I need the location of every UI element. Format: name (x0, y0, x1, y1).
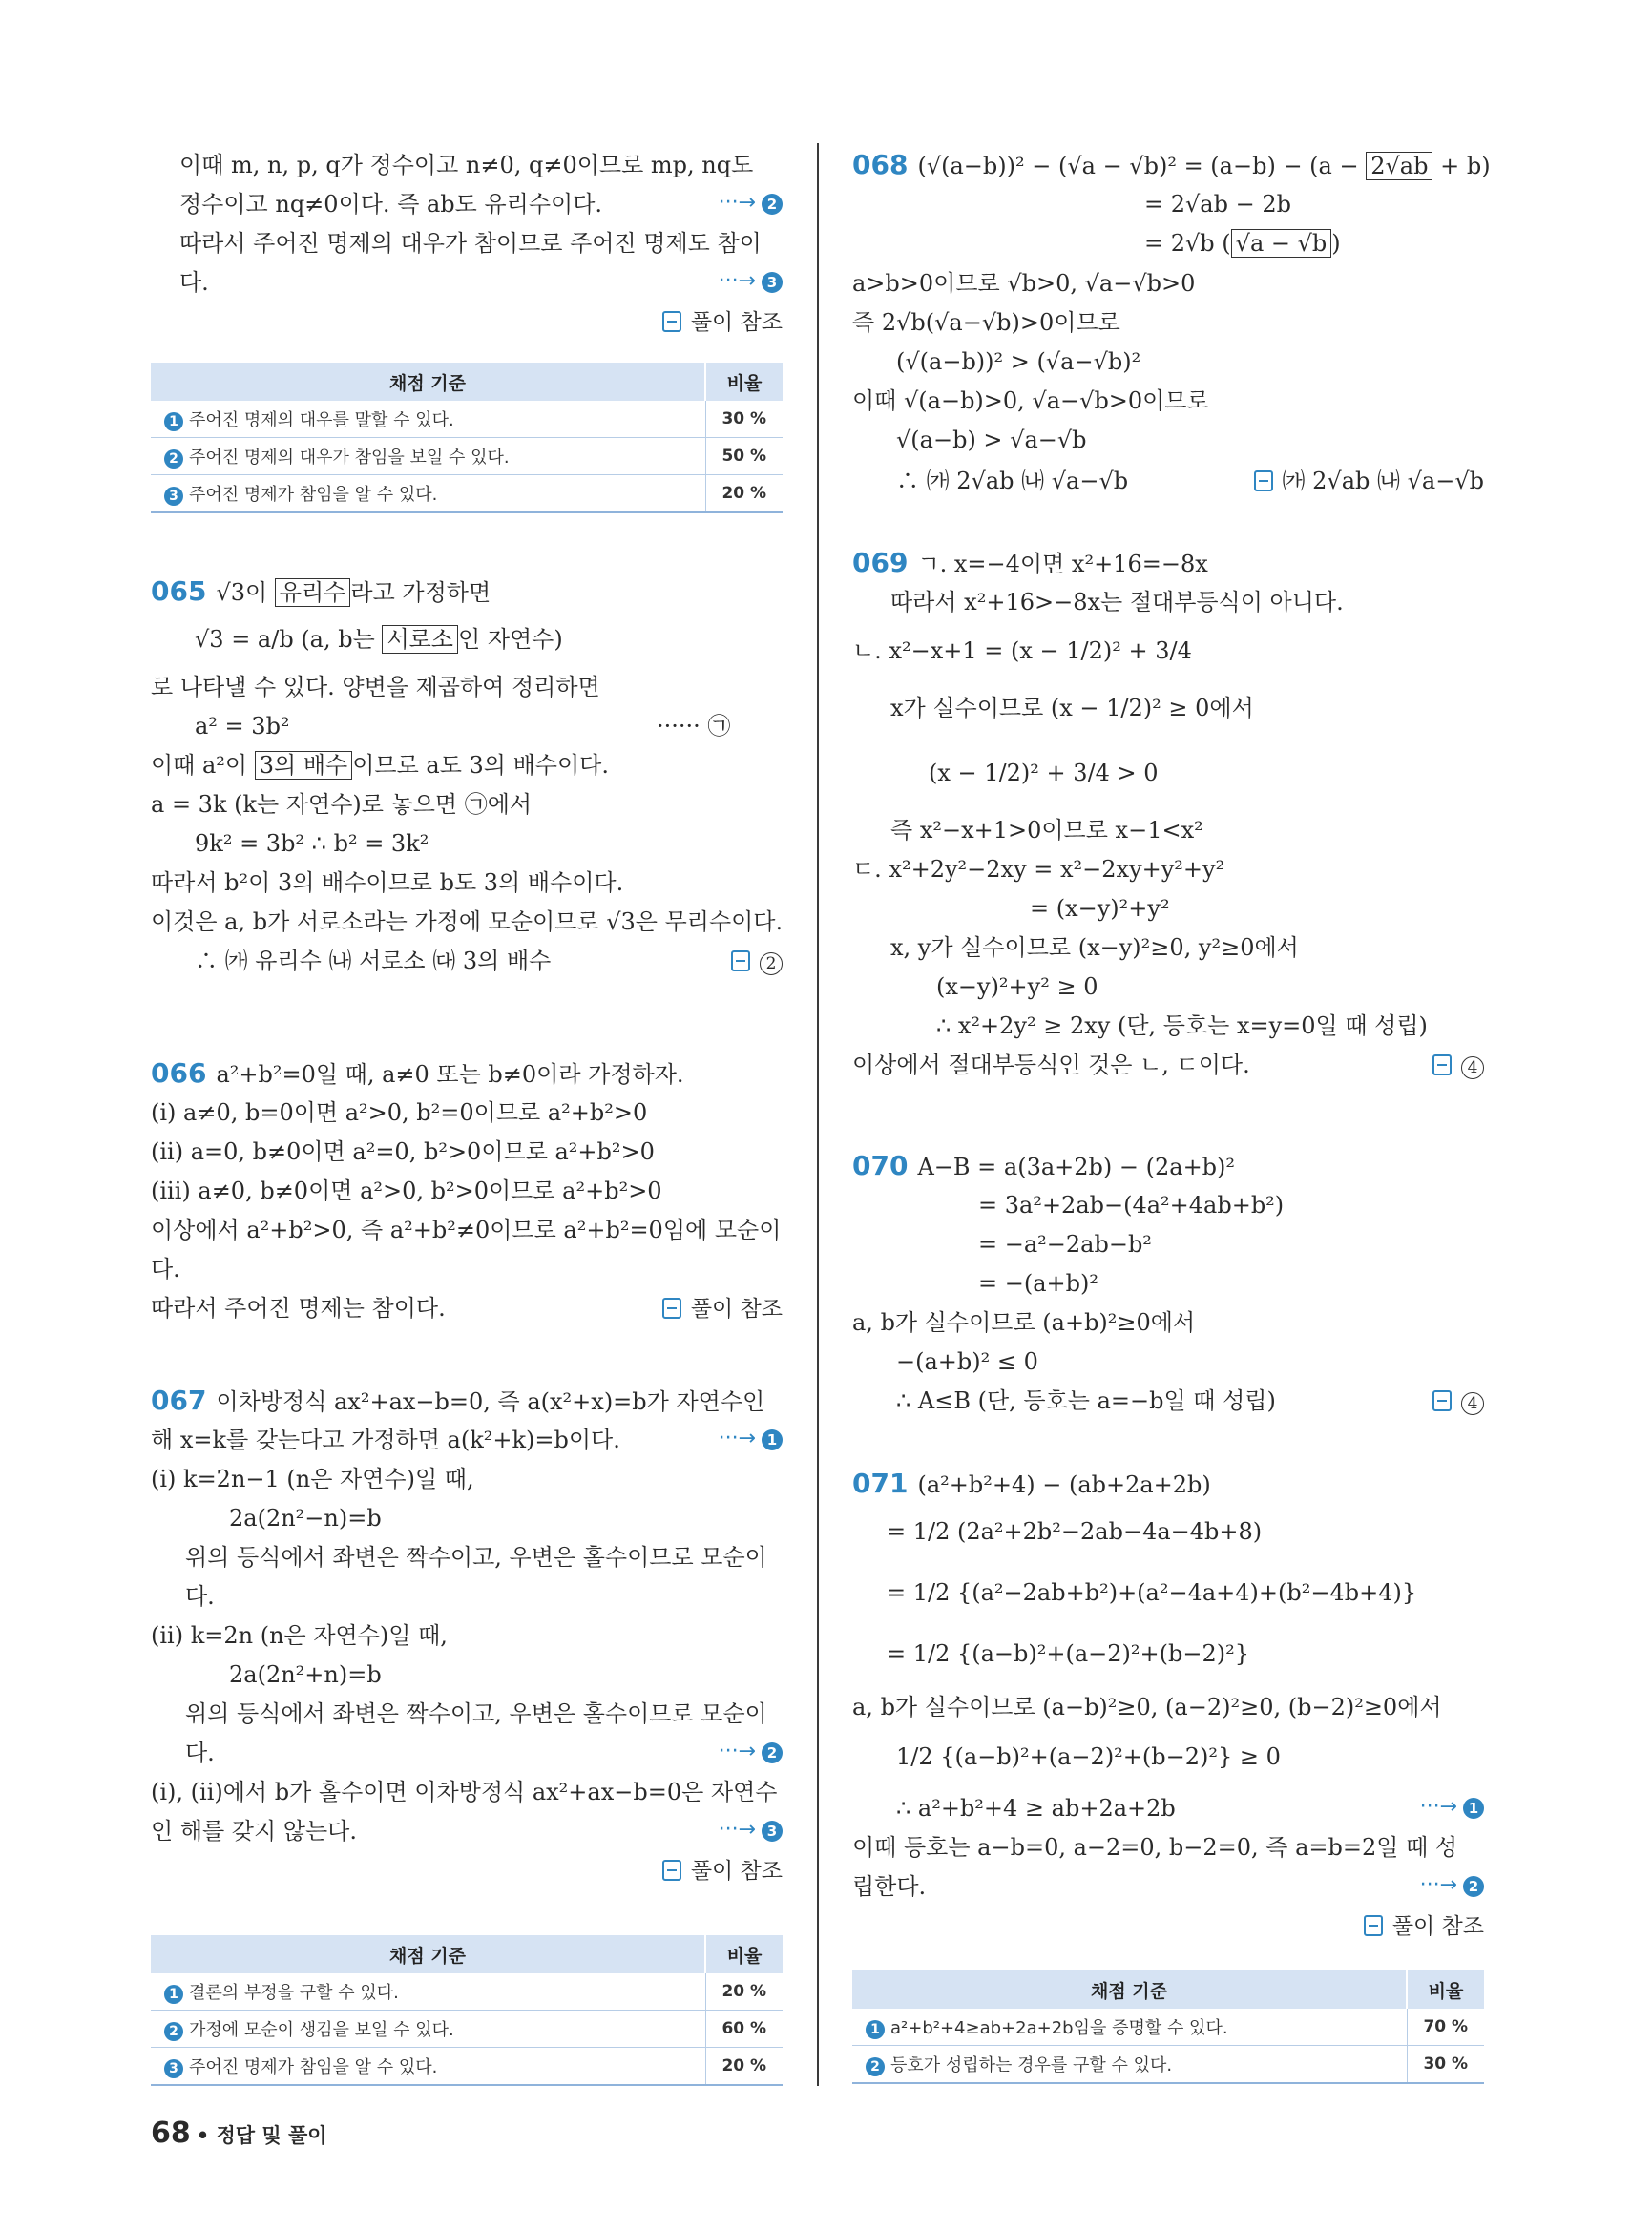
text-line: = 1/2 {(a−b)²+(a−2)²+(b−2)²} (887, 1640, 1250, 1667)
text-line: = 3a²+2ab−(4a²+4ab+b²) (978, 1192, 1285, 1219)
text-line: a>b>0이므로 √b>0, √a−√b>0 (852, 270, 1196, 297)
text-line: a, b가 실수이므로 (a−b)²≥0, (a−2)²≥0, (b−2)²≥0에서 (852, 1694, 1442, 1720)
table-row: 2 가정에 모순이 생김을 보일 수 있다. 60 % (151, 2011, 783, 2048)
text-line: 이때 √(a−b)>0, √a−√b>0이므로 (852, 387, 1209, 414)
text-line: x, y가 실수이므로 (x−y)²≥0, y²≥0에서 (890, 934, 1299, 961)
table-row: 2 주어진 명제의 대우가 참임을 보일 수 있다. 50 % (151, 438, 783, 475)
step-circle-icon: 1 (164, 412, 183, 431)
text-line: = 1/2 (2a²+2b²−2ab−4a−4b+8) (887, 1518, 1263, 1545)
step-circle-icon: 2 (1463, 1876, 1484, 1897)
text-line: 즉 2√b(√a−√b)>0이므로 (852, 309, 1120, 336)
text-line: 다. (179, 269, 209, 296)
table-header: 비율 (1407, 1970, 1484, 2009)
step-circle-icon: 1 (1463, 1798, 1484, 1819)
blank-box: 서로소 (382, 625, 458, 654)
problem-number: 071 (852, 1468, 909, 1499)
step-circle-icon: 2 (164, 449, 183, 469)
text-line: 이상에서 a²+b²>0, 즉 a²+b²≠0이므로 a²+b²=0임에 모순이 (151, 1217, 782, 1243)
text-line: 1/2 {(a−b)²+(a−2)²+(b−2)²} ≥ 0 (896, 1743, 1281, 1770)
problem-number: 069 (852, 547, 909, 578)
answer-mark-icon (731, 950, 750, 971)
blank-box: √a − √b (1231, 229, 1332, 258)
text-line: ∴ ㈎ 유리수 ㈏ 서로소 ㈐ 3의 배수 (195, 948, 552, 974)
text-line: (ii) a=0, b≠0이면 a²=0, b²>0이므로 a²+b²>0 (151, 1138, 655, 1165)
text-line: = −a²−2ab−b² (978, 1231, 1152, 1258)
text-line: a = 3k (k는 자연수)로 놓으면 ㉠에서 (151, 791, 533, 818)
text-line: 2a(2n²+n)=b (229, 1661, 382, 1688)
step-circle-icon: 1 (164, 1985, 183, 2004)
text-line: (i), (ii)에서 b가 홀수이면 이차방정식 ax²+ax−b=0은 자연수 (151, 1779, 778, 1805)
table-row: 3 주어진 명제가 참임을 알 수 있다. 20 % (151, 2048, 783, 2086)
problem-number: 066 (151, 1057, 207, 1089)
text-line: 정수이고 nq≠0이다. 즉 ab도 유리수이다. (179, 191, 603, 218)
text-line: (i) k=2n−1 (n은 자연수)일 때, (151, 1466, 474, 1492)
text-line: (iii) a≠0, b≠0이면 a²>0, b²>0이므로 a²+b²>0 (151, 1178, 662, 1204)
answer-mark-icon (1432, 1054, 1452, 1075)
text-line: (x−y)²+y² ≥ 0 (936, 973, 1098, 1000)
table-header: 채점 기준 (151, 1935, 705, 1973)
step-ref: ···→ 2 (719, 191, 783, 215)
grading-table (151, 363, 783, 513)
text-line: ㄴ. x²−x+1 = (x − 1/2)² + 3/4 (852, 637, 1192, 664)
text-line: a² = 3b² (195, 713, 290, 740)
blank-box: 3의 배수 (255, 751, 352, 780)
text-line: 위의 등식에서 좌변은 짝수이고, 우변은 홀수이므로 모순이 (185, 1700, 767, 1727)
step-ref: ···→ 2 (719, 1740, 783, 1763)
text-line: ∴ ㈎ 2√ab ㈏ √a−√b (896, 468, 1129, 494)
answer-mark: 4 (1432, 1387, 1484, 1415)
text-line: x가 실수이므로 (x − 1/2)² ≥ 0에서 (890, 695, 1254, 721)
text-line: (i) a≠0, b=0이면 a²>0, b²=0이므로 a²+b²>0 (151, 1099, 648, 1126)
step-circle-icon: 2 (164, 2022, 183, 2041)
text-line: 즉 x²−x+1>0이므로 x−1<x² (890, 817, 1203, 844)
text-line: 이것은 a, b가 서로소라는 가정에 모순이므로 √3은 무리수이다. (151, 908, 784, 935)
text-line: ∴ a²+b²+4 ≥ ab+2a+2b (896, 1795, 1176, 1822)
table-header: 비율 (705, 363, 783, 401)
table-row: 1 주어진 명제의 대우를 말할 수 있다. 30 % (151, 401, 783, 438)
answer-mark-icon (1432, 1390, 1452, 1411)
step-circle-icon: 1 (762, 1429, 783, 1450)
table-header: 채점 기준 (852, 1970, 1407, 2009)
problem-number: 070 (852, 1150, 909, 1181)
answer-mark-icon (662, 1298, 681, 1319)
problem-number: 067 (151, 1385, 207, 1416)
text-line: 따라서 주어진 명제의 대우가 참이므로 주어진 명제도 참이 (179, 230, 762, 257)
answer-mark-icon (662, 1860, 681, 1881)
table-header: 비율 (705, 1935, 783, 1973)
text-line: 인 해를 갖지 않는다. (151, 1818, 357, 1845)
blank-box: 2√ab (1366, 152, 1432, 180)
text-line: 해 x=k를 갖는다고 가정하면 a(k²+k)=b이다. (151, 1427, 620, 1453)
text-line: (ii) k=2n (n은 자연수)일 때, (151, 1622, 448, 1649)
text-line: 9k² = 3b² ∴ b² = 3k² (195, 830, 429, 857)
step-circle-icon: 3 (164, 2059, 183, 2078)
text-line: = 2√ab − 2b (1144, 191, 1291, 218)
step-circle-icon: 2 (762, 1742, 783, 1763)
answer-mark: ㈎ 2√ab ㈏ √a−√b (1254, 467, 1485, 495)
answer-mark: 풀이 참조 (662, 307, 783, 337)
text-line: 2a(2n²−n)=b (229, 1505, 382, 1532)
text-line: 다. (151, 1256, 180, 1282)
step-circle-icon: 1 (866, 2020, 885, 2039)
answer-mark: 풀이 참조 (662, 1856, 783, 1886)
table-header: 채점 기준 (151, 363, 705, 401)
problem-number: 068 (852, 149, 909, 180)
text-line: √(a−b) > √a−√b (896, 427, 1087, 453)
text-line: = −(a+b)² (978, 1270, 1098, 1297)
text-line: 위의 등식에서 좌변은 짝수이고, 우변은 홀수이므로 모순이 (185, 1544, 767, 1571)
text-line: = 1/2 {(a²−2ab+b²)+(a²−4a+4)+(b²−4b+4)} (887, 1579, 1417, 1606)
answer-mark-icon (1254, 470, 1273, 491)
table-row: 2 등호가 성립하는 경우를 구할 수 있다. 30 % (852, 2046, 1484, 2084)
answer-mark: 풀이 참조 (1364, 1911, 1484, 1941)
blank-box: 유리수 (275, 578, 351, 607)
text-line: 이때 등호는 a−b=0, a−2=0, b−2=0, 즉 a=b=2일 때 성 (852, 1834, 1458, 1861)
text-line: 다. (185, 1740, 215, 1766)
step-circle-icon: 2 (866, 2057, 885, 2076)
footer-label: • 정답 및 풀이 (196, 2124, 327, 2147)
equation-tag: ······ ㉠ (657, 713, 731, 740)
page-number: 68 (151, 2116, 191, 2150)
step-ref: ···→ 1 (719, 1427, 783, 1450)
step-ref: ···→ 3 (719, 269, 783, 293)
text-line: 립한다. (852, 1873, 927, 1900)
answer-mark: 풀이 참조 (662, 1294, 783, 1324)
text-line: ∴ A≤B (단, 등호는 a=−b일 때 성립) (896, 1387, 1276, 1414)
column-divider (817, 143, 819, 2086)
answer-mark-icon (1364, 1915, 1383, 1936)
problem-number: 065 (151, 575, 207, 607)
text-line: (x − 1/2)² + 3/4 > 0 (929, 760, 1159, 786)
text-line: ∴ x²+2y² ≥ 2xy (단, 등호는 x=y=0일 때 성립) (936, 1012, 1428, 1039)
text-line: 다. (185, 1583, 215, 1610)
page-footer (151, 2116, 327, 2150)
step-ref: ···→ 3 (719, 1818, 783, 1842)
text-line: 따라서 x²+16>−8x는 절대부등식이 아니다. (890, 589, 1344, 615)
step-circle-icon: 3 (762, 1821, 783, 1842)
answer-mark: 4 (1432, 1051, 1484, 1079)
answer-mark-icon (662, 311, 681, 332)
text-line: (√(a−b))² > (√a−√b)² (896, 348, 1141, 375)
table-row: 1 결론의 부정을 구할 수 있다. 20 % (151, 1973, 783, 2011)
grading-table (852, 1970, 1484, 2084)
text-line: 따라서 b²이 3의 배수이므로 b도 3의 배수이다. (151, 869, 624, 896)
answer-mark: 2 (731, 947, 783, 975)
text-line: 로 나타낼 수 있다. 양변을 제곱하여 정리하면 (151, 674, 600, 700)
table-row: 3 주어진 명제가 참임을 알 수 있다. 20 % (151, 475, 783, 513)
text-line: = (x−y)²+y² (1030, 895, 1170, 922)
step-ref: ···→ 2 (1420, 1873, 1484, 1897)
text-line: 이때 m, n, p, q가 정수이고 n≠0, q≠0이므로 mp, nq도 (179, 152, 754, 178)
text-line: 이상에서 절대부등식인 것은 ㄴ, ㄷ이다. (852, 1052, 1250, 1078)
step-circle-icon: 3 (762, 272, 783, 293)
text-line: −(a+b)² ≤ 0 (896, 1348, 1038, 1375)
text-line: a, b가 실수이므로 (a+b)²≥0에서 (852, 1309, 1196, 1336)
step-circle-icon: 3 (164, 487, 183, 506)
step-ref: ···→ 1 (1420, 1795, 1484, 1819)
text-line: 따라서 주어진 명제는 참이다. (151, 1295, 446, 1322)
grading-table (151, 1935, 783, 2086)
text-line: ㄷ. x²+2y²−2xy = x²−2xy+y²+y² (852, 856, 1225, 883)
step-circle-icon: 2 (762, 194, 783, 215)
table-row: 1 a²+b²+4≥ab+2a+2b임을 증명할 수 있다. 70 % (852, 2009, 1484, 2046)
